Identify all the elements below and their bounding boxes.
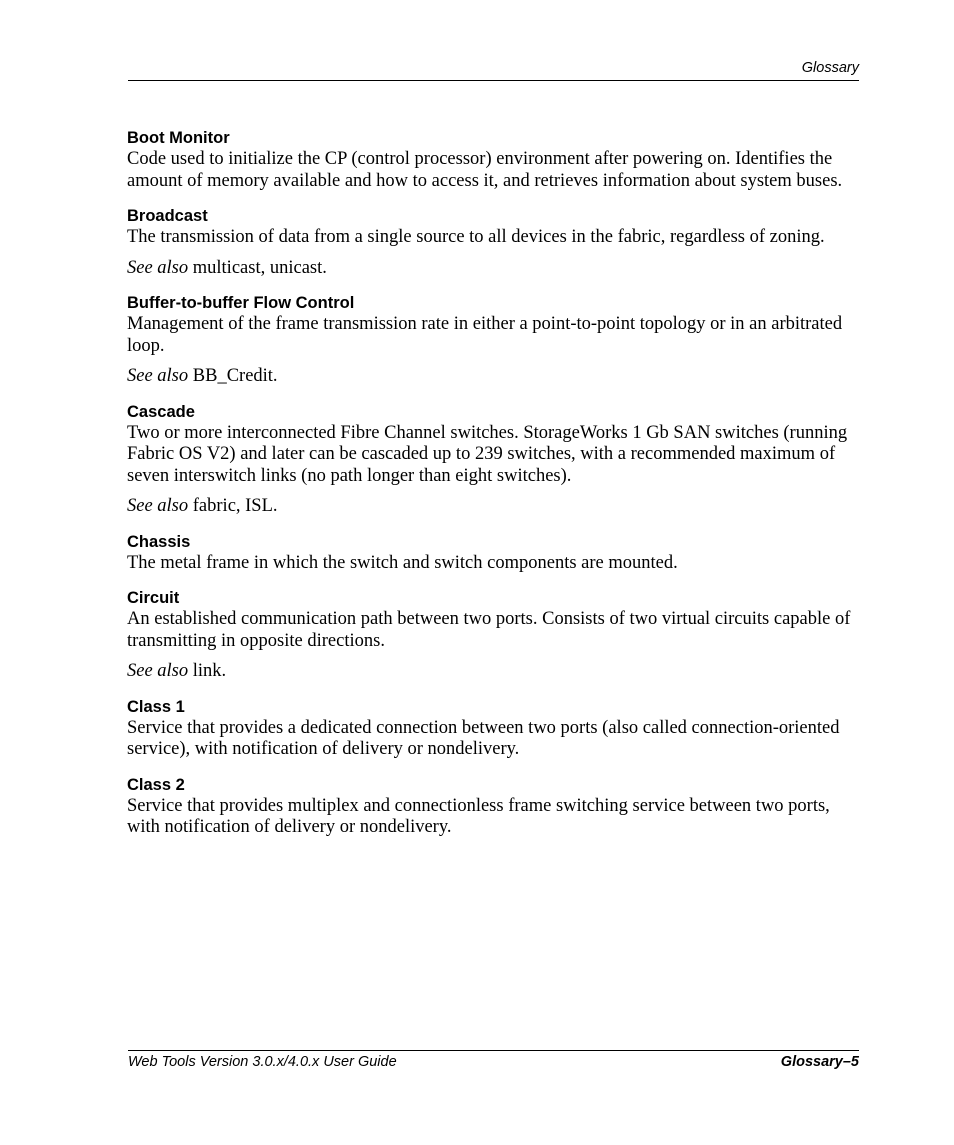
glossary-term: Class 1 [127,697,185,716]
header-title: Glossary [801,60,859,76]
see-also-label: See also [127,496,189,516]
glossary-entry [127,293,862,388]
glossary-definition: Service that provides a dedicated connection between two ports (also called connection-oriented service), with notification of delivery or nondelivery. [127,717,840,759]
see-also [127,661,862,683]
see-also-terms: fabric, ISL. [192,496,278,516]
see-also-label: See also [127,257,189,278]
glossary-definition: The metal frame in which the switch and switch components are mounted. [127,552,678,573]
see-also [127,366,862,388]
glossary-entry [127,402,862,518]
glossary-entry [127,775,862,839]
glossary-term: Boot Monitor [127,129,230,147]
glossary-entry [127,206,862,279]
glossary-term: Class 2 [127,775,185,794]
glossary-definition: Code used to initialize the CP (control processor) environment after powering on. Identifies the amount of memory available and how to access it, and retrieves information about system buses. [127,149,843,191]
glossary-entry [127,128,862,192]
glossary-content [127,128,862,853]
glossary-definition: The transmission of data from a single source to all devices in the fabric, regardless of zoning. [127,227,825,247]
glossary-entry [127,697,862,761]
see-also [127,258,862,280]
glossary-term: Circuit [127,589,180,607]
glossary-term: Buffer-to-buffer Flow Control [127,294,355,312]
footer-document-title: Web Tools Version 3.0.x/4.0.x User Guide [128,1054,397,1070]
see-also-terms: link. [192,661,227,681]
glossary-term: Chassis [127,532,191,551]
footer-page-number: Glossary–5 [780,1054,859,1070]
glossary-definition: Service that provides multiplex and connectionless frame switching service between two ports, with notification of delivery or nondelivery. [127,795,830,837]
glossary-definition: An established communication path between two ports. Consists of two virtual circuits capable of transmitting in opposite directions. [127,609,851,651]
see-also-label: See also [127,366,189,386]
page-footer [128,1050,859,1070]
glossary-definition: Management of the frame transmission rate in either a point-to-point topology or in an arbitrated loop. [127,314,843,356]
see-also-label: See also [127,661,189,681]
see-also-terms: multicast, unicast. [192,257,327,278]
glossary-term: Cascade [127,402,195,421]
glossary-entry [127,532,862,575]
see-also-terms: BB_Credit. [192,366,278,386]
see-also [127,496,862,518]
page-header [128,58,859,81]
glossary-term: Broadcast [127,207,208,225]
glossary-entry [127,588,862,683]
glossary-definition: Two or more interconnected Fibre Channel switches. StorageWorks 1 Gb SAN switches (running Fabric OS V2) and later can be cascaded up to 239 switches, with a recommended maximum of seven interswitch links (no path longer than eight switches). [127,422,848,486]
